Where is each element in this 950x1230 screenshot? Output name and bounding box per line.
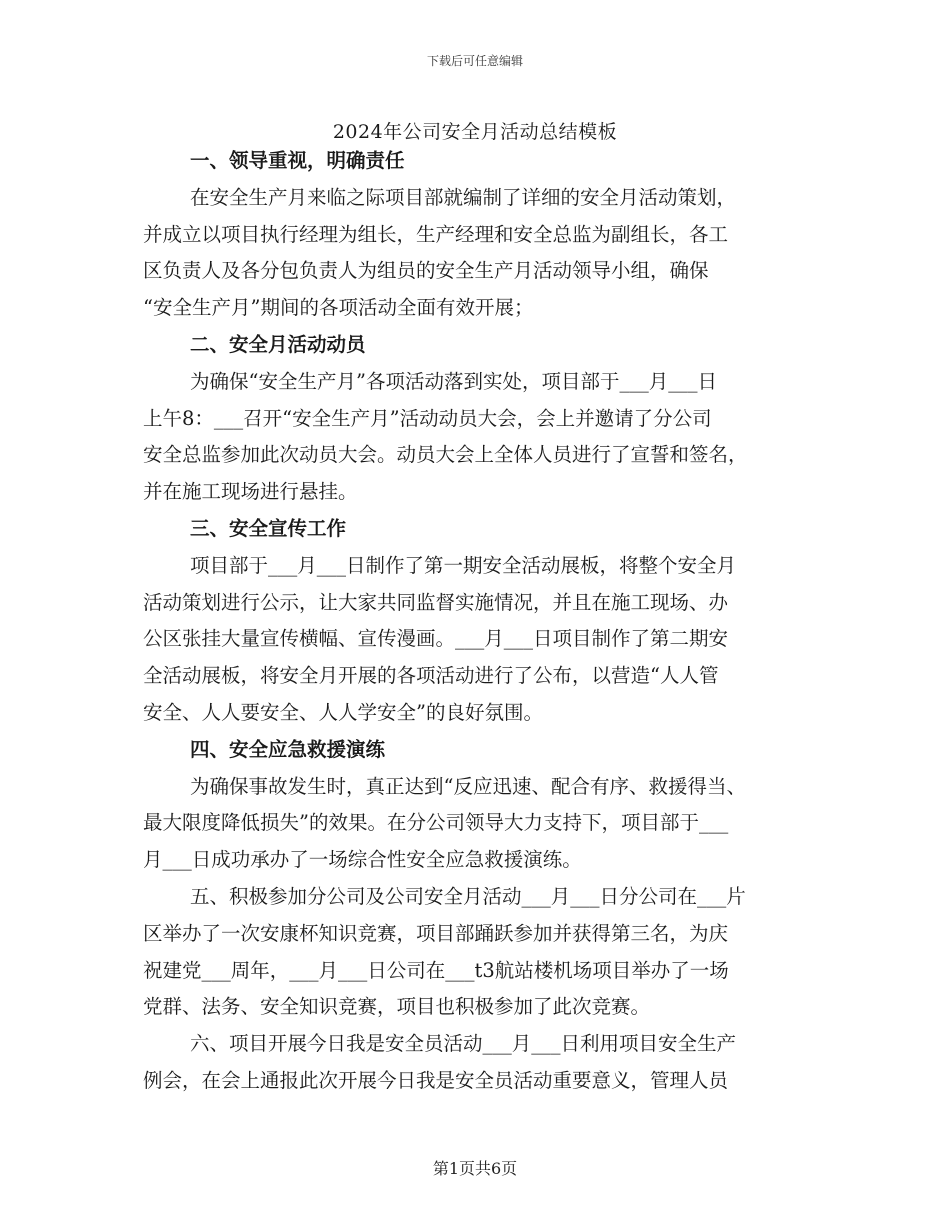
document-body: [143, 143, 808, 1100]
body-text-line: 安全总监参加此次动员大会。动员大会上全体人员进行了宣誓和签名，: [143, 443, 748, 467]
body-text-line: 上午8：___召开“安全生产月”活动动员大会，会上并邀请了分公司: [143, 406, 712, 430]
document-title: 2024年公司安全月活动总结模板: [332, 121, 618, 143]
page-footer: 第1页共6页: [432, 1159, 518, 1178]
body-text-line: 六、项目开展今日我是安全员活动___月___日利用项目安全生产: [190, 1032, 737, 1056]
body-text-line: 活动策划进行公示，让大家共同监督实施情况，并且在施工现场、办: [143, 590, 729, 614]
body-text-line: 区负责人及各分包负责人为组员的安全生产月活动领导小组，确保: [143, 259, 709, 283]
body-text-line: 区举办了一次安康杯知识竞赛，项目部踊跃参加并获得第三名，为庆: [143, 921, 729, 945]
body-text-line: 月___日成功承办了一场综合性安全应急救援演练。: [143, 848, 582, 872]
section-heading: 四、安全应急救援演练: [190, 737, 386, 761]
body-text-line: 为确保事故发生时，真正达到“反应迅速、配合有序、救援得当、: [190, 774, 746, 798]
body-text-line: 项目部于___月___日制作了第一期安全活动展板，将整个安全月: [190, 553, 737, 577]
section-heading: 一、领导重视，明确责任: [190, 149, 405, 172]
body-text-line: “安全生产月”期间的各项活动全面有效开展；: [143, 296, 534, 320]
body-text-line: 例会，在会上通报此次开展今日我是安全员活动重要意义，管理人员: [143, 1068, 729, 1092]
body-text-line: 最大限度降低损失”的效果。在分公司领导大力支持下，项目部于___: [143, 811, 729, 835]
body-text-line: 五、积极参加分公司及公司安全月活动___月___日分公司在___片: [190, 884, 746, 908]
section-heading: 三、安全宣传工作: [190, 516, 347, 540]
body-text-line: 党群、法务、安全知识竞赛，项目也积极参加了此次竞赛。: [143, 995, 651, 1019]
body-text-line: 全活动展板，将安全月开展的各项活动进行了公布，以营造“人人管: [143, 664, 719, 688]
body-text-line: 祝建党___周年，___月___日公司在___t3航站楼机场项目举办了一场: [143, 958, 729, 982]
page-header: 下载后可任意编辑: [426, 54, 523, 68]
body-text-line: 并成立以项目执行经理为组长，生产经理和安全总监为副组长，各工: [143, 222, 729, 246]
body-text-line: 安全、人人要安全、人人学安全”的良好氛围。: [143, 700, 543, 724]
body-text-line: 在安全生产月来临之际项目部就编制了详细的安全月活动策划，: [190, 185, 737, 209]
body-text-line: 为确保“安全生产月”各项活动落到实处，项目部于___月___日: [190, 369, 717, 393]
body-text-line: 并在施工现场进行悬挂。: [143, 480, 358, 504]
section-heading: 二、安全月活动动员: [190, 332, 366, 356]
body-text-line: 公区张挂大量宣传横幅、宣传漫画。___月___日项目制作了第二期安: [143, 627, 729, 651]
